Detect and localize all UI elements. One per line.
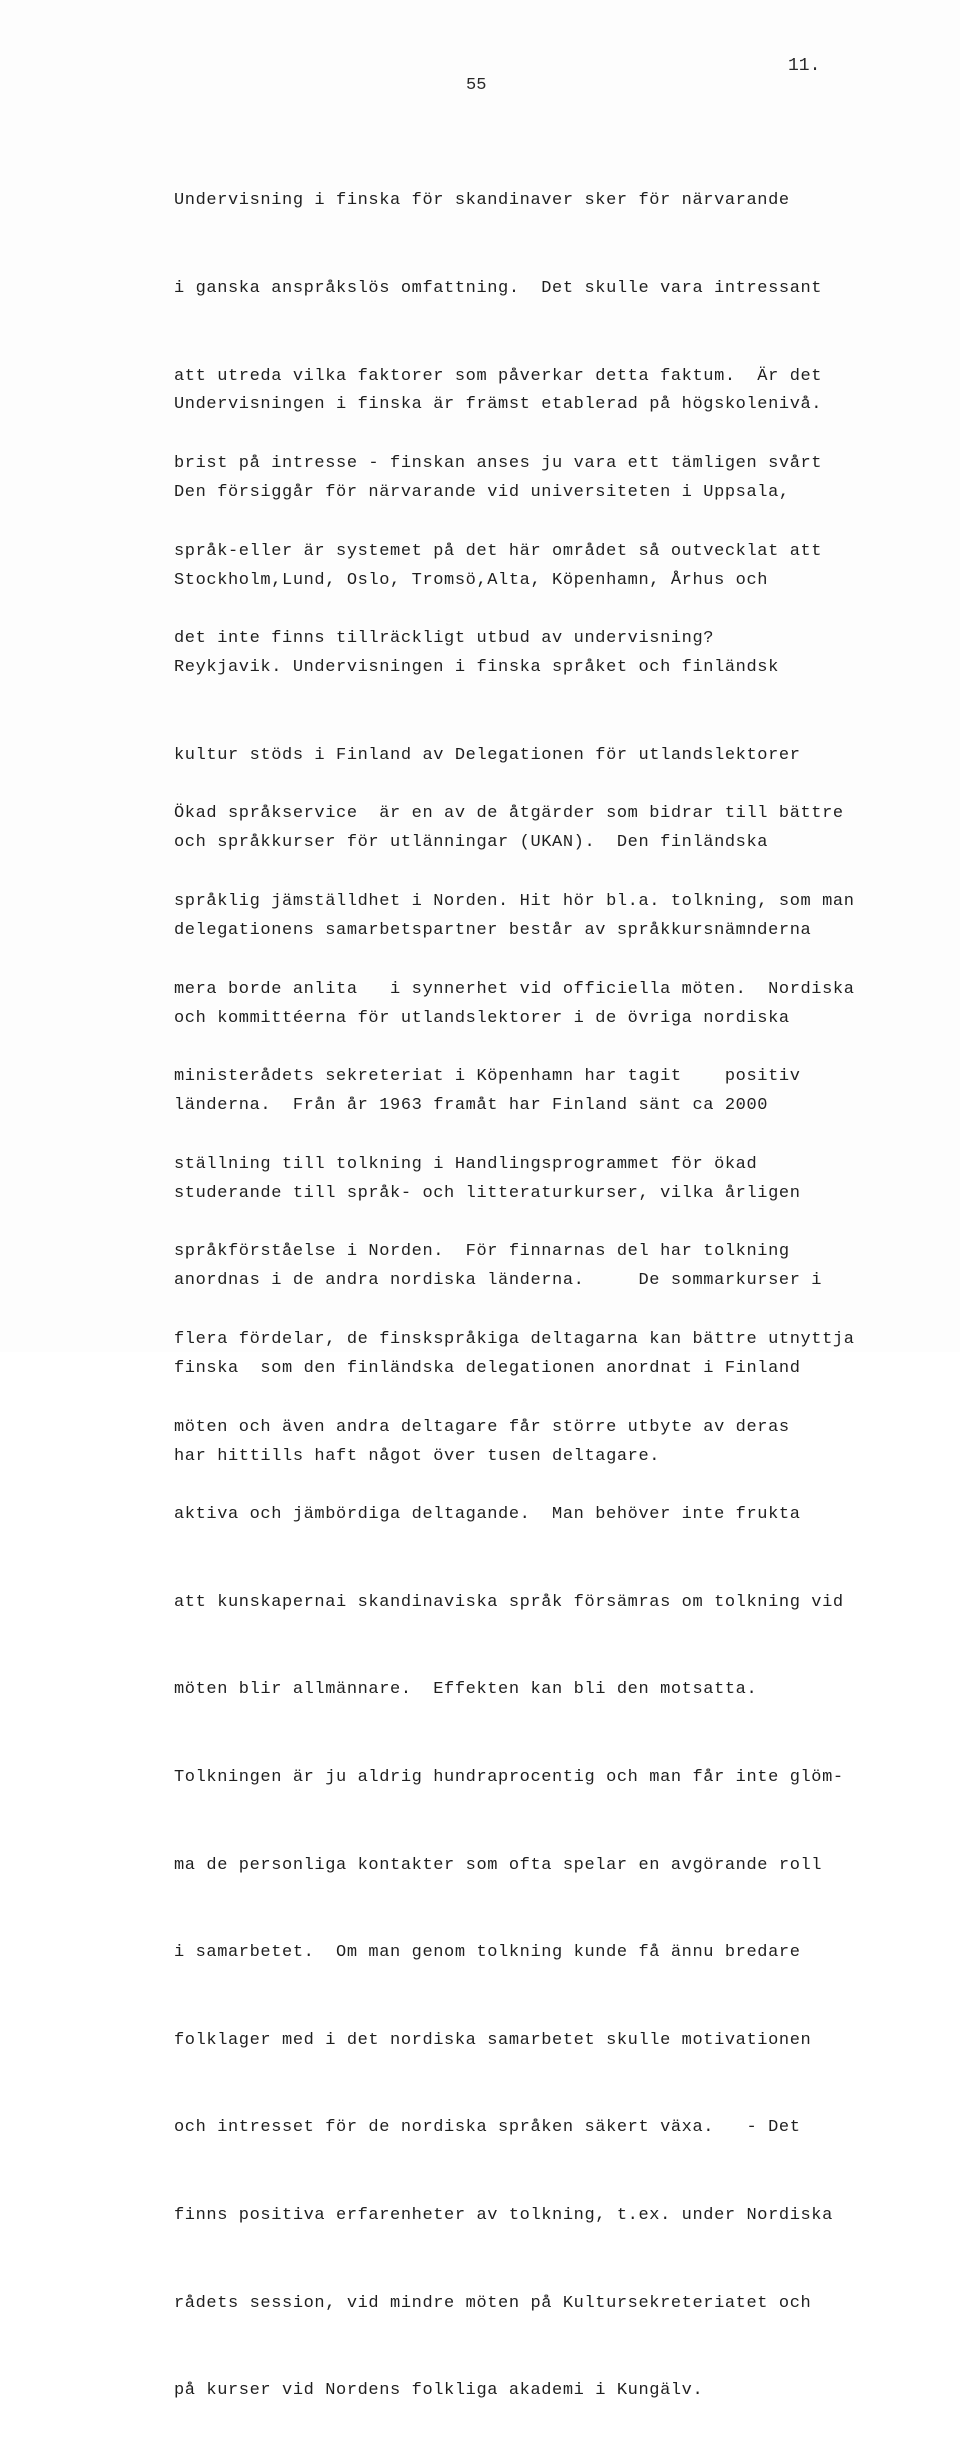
text-line: studerande till språk- och litteraturkurser, vilka årligen (174, 1183, 801, 1203)
text-line: Den försiggår för närvarande vid universiteten i Uppsala, (174, 483, 790, 502)
text-line: delegationens samarbetspartner består av språkkursnämnderna (174, 920, 812, 940)
paragraph-3 (174, 741, 934, 2464)
text-line: brist på intresse - finskan anses ju vara ett tämligen svårt (174, 454, 823, 474)
text-line: att utreda vilka faktorer som påverkar detta faktum. Är det (174, 366, 823, 386)
text-line: i samarbetet. Om man genom tolkning kunde få ännu bredare (174, 1943, 801, 1963)
text-line: Stockholm,Lund, Oslo, Tromsö,Alta, Köpenhamn, Århus och (174, 570, 769, 590)
page-number-right: 11. (788, 56, 821, 76)
text-line: språklig jämställdhet i Norden. Hit hör bl.a. tolkning, som man (174, 892, 855, 911)
text-line: Ökad språkservice är en av de åtgärder som bidrar till bättre (174, 804, 844, 824)
text-line: ma de personliga kontakter som ofta spelar en avgörande roll (174, 1855, 823, 1875)
text-line: Undervisning i finska för skandinaver sker för närvarande (174, 191, 790, 211)
text-line: rådets session, vid mindre möten på Kultursekreteriatet och (174, 2293, 812, 2313)
text-line: finns positiva erfarenheter av tolkning, t.ex. under Nordiska (174, 2205, 833, 2225)
text-line: och kommittéerna för utlandslektorer i de övriga nordiska (174, 1008, 790, 1028)
text-line: länderna. Från år 1963 framåt har Finland sänt ca 2000 (174, 1096, 769, 1116)
text-line: språk-eller är systemet på det här området så outvecklat att (174, 541, 823, 561)
text-line: kultur stöds i Finland av Delegationen för utlandslektorer (174, 745, 801, 765)
text-line: och språkkurser för utlänningar (UKAN). Den finländska (174, 833, 769, 853)
text-line: finska som den finländska delegationen anordnat i Finland (174, 1358, 801, 1378)
text-line: ministerådets sekreteriat i Köpenhamn har tagit positiv (174, 1067, 801, 1087)
text-line: mera borde anlita i synnerhet vid officiella möten. Nordiska (174, 979, 855, 999)
text-line: i ganska anspråkslös omfattning. Det skulle vara intressant (174, 279, 823, 298)
text-line: på kurser vid Nordens folkliga akademi i Kungälv. (174, 2381, 704, 2401)
text-line: och intresset för de nordiska språken säkert växa. - Det (174, 2118, 801, 2138)
page-number-center: 55 (466, 76, 487, 95)
text-line: att kunskapernai skandinaviska språk försämras om tolkning vid (174, 1592, 844, 1612)
text-line: folklager med i det nordiska samarbetet skulle motivationen (174, 2030, 812, 2050)
text-line: Tolkningen är ju aldrig hundraprocentig och man får inte glöm- (174, 1767, 844, 1787)
text-line: möten och även andra deltagare får större utbyte av deras (174, 1417, 790, 1437)
text-line: ställning till tolkning i Handlingsprogrammet för ökad (174, 1154, 758, 1174)
text-line: flera fördelar, de finskspråkiga deltagarna kan bättre utnyttja (174, 1329, 855, 1349)
text-line: Undervisningen i finska är främst etablerad på högskolenivå. (174, 395, 823, 415)
text-line: Reykjavik. Undervisningen i finska språket och finländsk (174, 658, 779, 678)
text-line: har hittills haft något över tusen deltagare. (174, 1446, 661, 1466)
text-line: anordnas i de andra nordiska länderna. De sommarkurser i (174, 1271, 823, 1291)
text-line: det inte finns tillräckligt utbud av undervisning? (174, 629, 715, 649)
text-line: möten blir allmännare. Effekten kan bli den motsatta. (174, 1680, 758, 1700)
text-line: aktiva och jämbördiga deltagande. Man behöver inte frukta (174, 1505, 801, 1525)
text-line: språkförståelse i Norden. För finnarnas del har tolkning (174, 1242, 790, 1262)
